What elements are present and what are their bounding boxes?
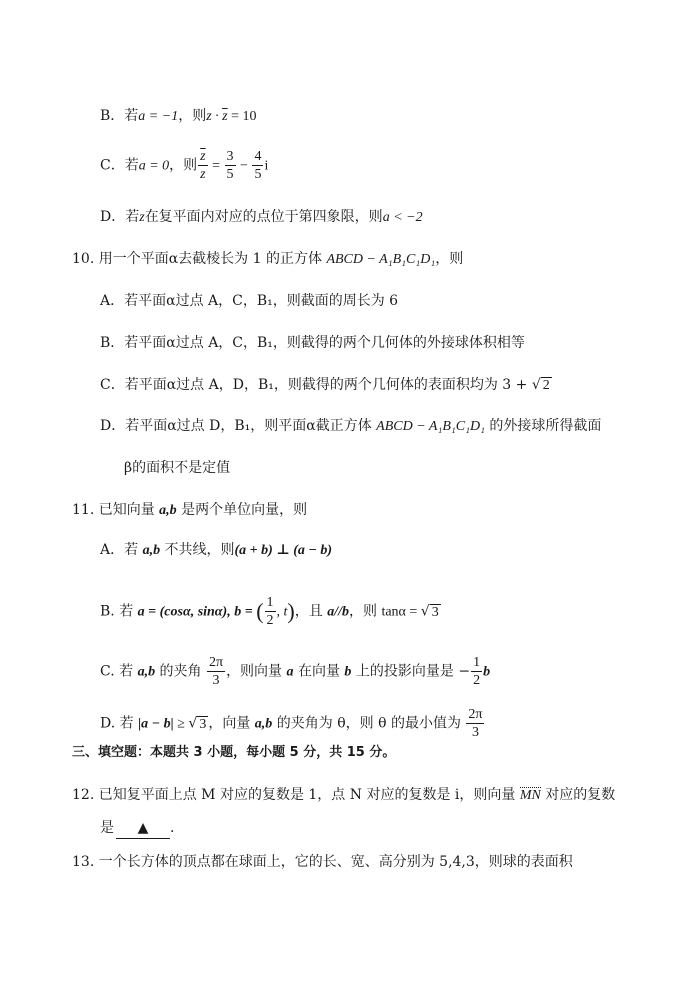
option-text: B．若平面α过点 A，C，B₁，则截得的两个几何体的外接球体积相等 <box>100 335 525 351</box>
denominator: 3 <box>212 673 220 688</box>
fraction-zbar-over-z <box>198 148 207 183</box>
denominator: z <box>200 167 206 182</box>
option-text: ，向量 <box>208 715 255 732</box>
q13-line1 <box>72 852 573 872</box>
condition: a = −1 <box>138 109 179 124</box>
q11-stem <box>72 500 307 521</box>
condition: a = 0 <box>138 158 170 174</box>
condition: a < −2 <box>382 210 423 225</box>
question-number: 13. <box>72 854 95 870</box>
q10-option-a <box>100 291 398 311</box>
equals: = <box>208 158 224 174</box>
vector-a: a <box>286 664 294 680</box>
numerator: $\overline{z}$ <box>200 149 206 164</box>
question-number: 11. <box>72 502 95 518</box>
right-paren: ) <box>287 598 295 624</box>
option-text: D．若平面α过点 D，B₁，则平面α截正方体 <box>100 418 377 434</box>
cube-name: ABCD − A₁B₁C₁D₁ <box>376 419 485 434</box>
q9-option-b <box>100 106 257 127</box>
option-text: 的夹角 <box>155 663 206 680</box>
denominator: 5 <box>254 167 262 182</box>
option-text: ，则向量 <box>226 663 287 680</box>
expression: z · <box>206 109 223 124</box>
option-label: B. 若 <box>100 603 138 620</box>
q11-option-c <box>100 654 490 689</box>
expression: (a + b) ⊥ (a − b) <box>234 543 333 558</box>
fraction-2pi-3 <box>466 706 484 741</box>
denominator: 2 <box>266 613 274 628</box>
option-text: ，则 <box>348 603 382 620</box>
numerator: 4 <box>254 149 262 164</box>
vector-b: b <box>483 664 491 680</box>
stem-tail: ，则 <box>435 251 464 267</box>
stem-continuation: 是 <box>100 820 114 836</box>
denominator: 5 <box>226 167 234 182</box>
option-text: 上的投影向量是 − <box>351 663 471 680</box>
q10-stem <box>72 249 463 270</box>
q12-line1 <box>72 785 615 806</box>
vector-b: b <box>344 664 352 680</box>
q11-option-d: D. 若 |a − b| ≥ √ 3 ，向量 a,b 的夹角为 θ，则 θ 的最小值为 $\frac{2\pi}{3}$ <box>100 707 483 740</box>
vectors-ab: a,b <box>254 716 273 732</box>
answer-blank[interactable]: ▲ <box>116 818 170 839</box>
sqrt-radicand: 2 <box>542 378 550 393</box>
minus: − <box>236 158 252 174</box>
sqrt-radicand: 3 <box>199 716 207 732</box>
question-stem: 一个长方体的顶点都在球面上，它的长、宽、高分别为 5,4,3，则球的表面积 <box>98 854 573 870</box>
denominator: 2 <box>473 673 481 688</box>
option-label: A．若 <box>100 542 143 558</box>
numerator: 3 <box>226 149 234 164</box>
option-tail: 的外接球所得截面 <box>484 418 602 434</box>
q11-option-b: B. 若 a = (cosα, sinα), b = ( $\frac{1}{2}$ , t)，且 a//b，则 tanα = √ 3 <box>100 595 439 628</box>
option-label: D. 若 <box>100 715 139 732</box>
option-text: C．若平面α过点 A，D，B₁，则截得的两个几何体的表面积均为 3 + <box>100 377 532 393</box>
q10-option-d-line1 <box>100 416 601 437</box>
option-label: D．若 <box>100 209 140 225</box>
numerator: 1 <box>473 655 481 670</box>
question-number: 10. <box>72 251 95 267</box>
section-heading <box>72 743 395 763</box>
q10-option-d-line2 <box>124 458 230 478</box>
q11-option-a <box>100 540 332 561</box>
separator: ，则 <box>178 108 207 124</box>
vector-mn: MN <box>519 788 541 803</box>
question-number: 12. <box>72 787 95 803</box>
q10-option-b <box>100 333 525 353</box>
result: = 10 <box>227 109 257 124</box>
option-label: C．若 <box>100 157 139 174</box>
abs-expression: |a − b| <box>138 716 174 732</box>
denominator: 3 <box>471 725 479 740</box>
conjugate-z: $\overline{z}$ <box>222 109 228 124</box>
section-title: 三、填空题：本题共 3 小题，每小题 5 分，共 15 分。 <box>72 745 396 760</box>
left-paren: ( <box>256 598 264 624</box>
component-t: , t <box>276 604 288 620</box>
vector-definition: a = (cosα, sinα), b = <box>137 604 257 620</box>
option-text: 在复平面内对应的点位于第四象限，则 <box>144 209 383 225</box>
separator: ，则 <box>169 157 198 174</box>
stem-tail: 对应的复数 <box>540 787 616 803</box>
result: tanα = <box>381 604 421 620</box>
numerator: 2π <box>208 655 224 670</box>
stem-tail: 是两个单位向量，则 <box>176 502 308 518</box>
vectors-ab: a,b <box>137 664 156 680</box>
cube-name: ABCD − A₁B₁C₁D₁ <box>326 252 436 267</box>
stem-text: 已知向量 <box>98 502 160 518</box>
option-text: 不共线，则 <box>160 542 235 558</box>
parallel-expression: a//b <box>327 604 349 620</box>
q12-line2 <box>100 818 174 839</box>
fraction-1-2 <box>265 594 276 629</box>
imaginary-unit: i <box>264 158 269 174</box>
vectors-ab: a,b <box>159 503 177 518</box>
question-stem: 已知复平面上点 M 对应的复数是 1，点 N 对应的复数是 i，则向量 <box>98 787 520 803</box>
option-label: B．若 <box>100 108 139 124</box>
option-label: C. 若 <box>100 663 138 680</box>
fraction-2pi-3 <box>207 654 225 689</box>
option-text: A．若平面α过点 A，C，B₁，则截面的周长为 6 <box>100 293 399 309</box>
option-text: 在向量 <box>293 663 345 680</box>
period: . <box>170 820 175 836</box>
q9-option-d <box>100 207 423 228</box>
numerator: 2π <box>468 707 483 722</box>
ge-sign: ≥ <box>173 716 189 732</box>
vectors-ab: a,b <box>142 543 161 558</box>
fraction-4-5 <box>252 148 263 183</box>
fraction-3-5 <box>225 148 236 183</box>
q10-option-c: C．若平面α过点 A，D，B₁，则截得的两个几何体的表面积均为 3 + √ 2 <box>100 377 550 393</box>
numerator: 1 <box>266 595 274 610</box>
option-continuation: β的面积不是定值 <box>124 460 231 476</box>
option-text: 的夹角为 θ，则 θ 的最小值为 <box>272 715 466 732</box>
option-text: ，且 <box>294 603 328 620</box>
sqrt-radicand: 3 <box>431 604 439 620</box>
variable-z: z <box>139 210 145 225</box>
fraction-1-2 <box>471 654 482 689</box>
question-stem: 用一个平面α去截棱长为 1 的正方体 <box>98 251 322 267</box>
q9-option-c <box>100 148 268 183</box>
